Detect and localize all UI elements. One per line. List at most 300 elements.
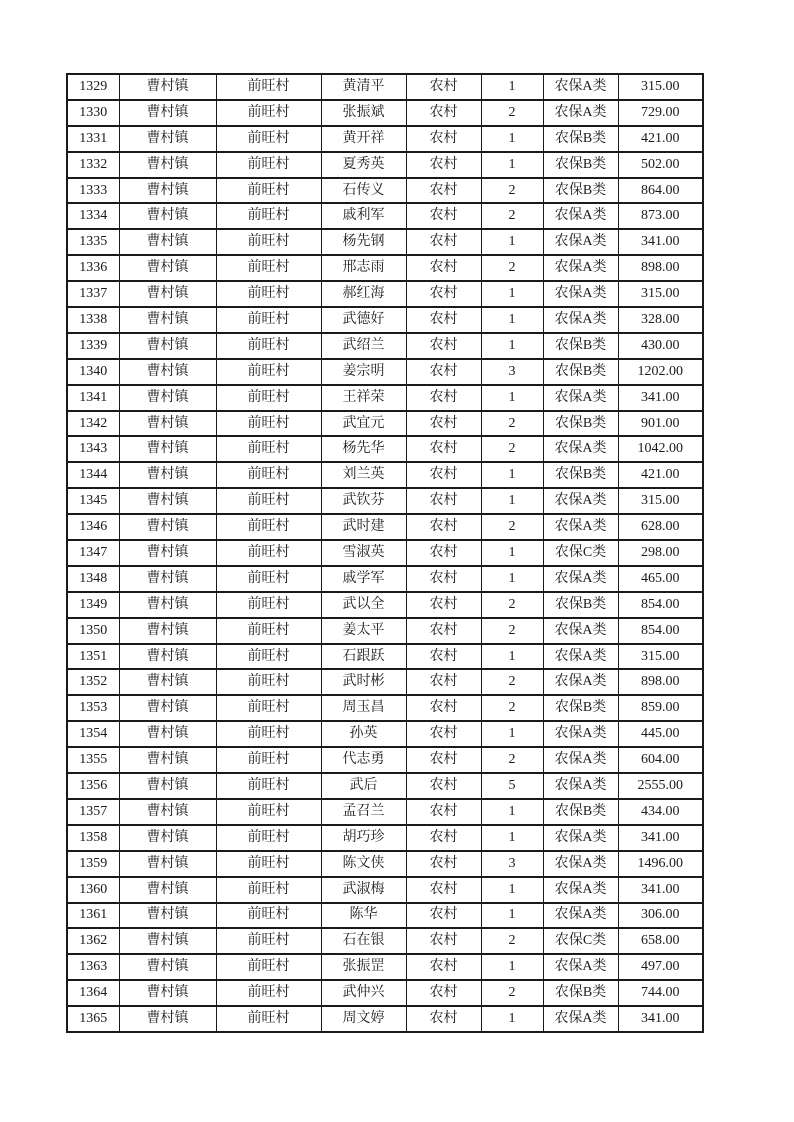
table-row (67, 721, 703, 747)
table-cell: 农村 (406, 903, 481, 929)
table-row (67, 152, 703, 178)
table-cell: 农村 (406, 618, 481, 644)
table-cell: 1334 (67, 203, 119, 229)
table-cell: 前旺村 (216, 1006, 321, 1032)
table-cell: 农村 (406, 229, 481, 255)
table-cell: 2 (481, 669, 543, 695)
table-cell: 曹村镇 (119, 203, 216, 229)
table-cell: 石传义 (321, 178, 406, 204)
table-cell: 2 (481, 178, 543, 204)
table-row (67, 851, 703, 877)
table-cell: 武淑梅 (321, 877, 406, 903)
table-cell: 前旺村 (216, 618, 321, 644)
table-cell: 1 (481, 152, 543, 178)
table-cell: 1358 (67, 825, 119, 851)
table-cell: 农保C类 (543, 928, 618, 954)
table-row (67, 954, 703, 980)
table-cell: 农保C类 (543, 540, 618, 566)
table-cell: 杨先钢 (321, 229, 406, 255)
table-cell: 前旺村 (216, 203, 321, 229)
table-cell: 农村 (406, 333, 481, 359)
table-cell: 1350 (67, 618, 119, 644)
table-cell: 1 (481, 281, 543, 307)
table-cell: 农村 (406, 436, 481, 462)
table-cell: 武后 (321, 773, 406, 799)
table-cell: 曹村镇 (119, 152, 216, 178)
table-cell: 曹村镇 (119, 100, 216, 126)
table-cell: 农村 (406, 721, 481, 747)
table-cell: 1 (481, 954, 543, 980)
table-cell: 前旺村 (216, 74, 321, 100)
table-cell: 1346 (67, 514, 119, 540)
table-cell: 农保A类 (543, 281, 618, 307)
table-cell: 2 (481, 203, 543, 229)
table-cell: 农保A类 (543, 721, 618, 747)
table-cell: 1360 (67, 877, 119, 903)
table-row (67, 747, 703, 773)
table-cell: 前旺村 (216, 644, 321, 670)
table-cell: 农保B类 (543, 462, 618, 488)
table-cell: 农保B类 (543, 359, 618, 385)
table-cell: 1339 (67, 333, 119, 359)
table-row (67, 411, 703, 437)
table-cell: 1 (481, 540, 543, 566)
table-cell: 658.00 (618, 928, 703, 954)
table-cell: 农村 (406, 488, 481, 514)
table-cell: 农保A类 (543, 747, 618, 773)
table-cell: 前旺村 (216, 126, 321, 152)
table-cell: 胡巧珍 (321, 825, 406, 851)
table-cell: 2 (481, 514, 543, 540)
table-row (67, 100, 703, 126)
table-cell: 465.00 (618, 566, 703, 592)
table-cell: 农保A类 (543, 488, 618, 514)
table-cell: 1329 (67, 74, 119, 100)
table-cell: 郝红海 (321, 281, 406, 307)
table-row (67, 644, 703, 670)
table-row (67, 178, 703, 204)
table-cell: 农村 (406, 281, 481, 307)
table-cell: 农村 (406, 255, 481, 281)
table-cell: 姜宗明 (321, 359, 406, 385)
table-cell: 农保A类 (543, 307, 618, 333)
table-cell: 前旺村 (216, 954, 321, 980)
table-cell: 曹村镇 (119, 74, 216, 100)
table-cell: 前旺村 (216, 100, 321, 126)
table-cell: 农村 (406, 954, 481, 980)
table-cell: 曹村镇 (119, 747, 216, 773)
table-row (67, 281, 703, 307)
table-cell: 2 (481, 255, 543, 281)
table-cell: 农保A类 (543, 669, 618, 695)
table-cell: 430.00 (618, 333, 703, 359)
table-cell: 1344 (67, 462, 119, 488)
table-cell: 898.00 (618, 669, 703, 695)
table-cell: 898.00 (618, 255, 703, 281)
table-cell: 农保A类 (543, 773, 618, 799)
table-cell: 农保A类 (543, 229, 618, 255)
table-cell: 农村 (406, 411, 481, 437)
table-cell: 前旺村 (216, 152, 321, 178)
table-cell: 黄清平 (321, 74, 406, 100)
table-cell: 1330 (67, 100, 119, 126)
table-cell: 曹村镇 (119, 281, 216, 307)
table-cell: 张振罡 (321, 954, 406, 980)
table-cell: 陈华 (321, 903, 406, 929)
table-cell: 曹村镇 (119, 229, 216, 255)
table-cell: 前旺村 (216, 462, 321, 488)
table-cell: 前旺村 (216, 307, 321, 333)
table-row (67, 799, 703, 825)
table-cell: 曹村镇 (119, 566, 216, 592)
table-cell: 前旺村 (216, 980, 321, 1006)
table-cell: 曹村镇 (119, 359, 216, 385)
table-cell: 曹村镇 (119, 255, 216, 281)
table-cell: 农保A类 (543, 255, 618, 281)
table-cell: 1333 (67, 178, 119, 204)
table-cell: 曹村镇 (119, 695, 216, 721)
table-cell: 1 (481, 644, 543, 670)
table-cell: 1 (481, 877, 543, 903)
table-cell: 1343 (67, 436, 119, 462)
table-cell: 421.00 (618, 462, 703, 488)
table-cell: 农保A类 (543, 618, 618, 644)
table-cell: 前旺村 (216, 799, 321, 825)
table-cell: 张振斌 (321, 100, 406, 126)
table-cell: 315.00 (618, 644, 703, 670)
table-cell: 邢志雨 (321, 255, 406, 281)
table-cell: 1340 (67, 359, 119, 385)
table-cell: 1 (481, 229, 543, 255)
table-cell: 陈文侠 (321, 851, 406, 877)
table-cell: 前旺村 (216, 695, 321, 721)
table-row (67, 488, 703, 514)
table-cell: 曹村镇 (119, 773, 216, 799)
table-row (67, 773, 703, 799)
table-cell: 武时彬 (321, 669, 406, 695)
table-cell: 戚学军 (321, 566, 406, 592)
table-cell: 前旺村 (216, 281, 321, 307)
table-row (67, 462, 703, 488)
table-cell: 代志勇 (321, 747, 406, 773)
table-cell: 曹村镇 (119, 462, 216, 488)
table-row (67, 903, 703, 929)
table-cell: 1345 (67, 488, 119, 514)
table-cell: 1359 (67, 851, 119, 877)
table-cell: 前旺村 (216, 903, 321, 929)
table-cell: 农村 (406, 359, 481, 385)
table-cell: 农保A类 (543, 877, 618, 903)
table-cell: 前旺村 (216, 488, 321, 514)
table-cell: 2 (481, 695, 543, 721)
table-cell: 1 (481, 1006, 543, 1032)
table-row (67, 359, 703, 385)
table-cell: 农村 (406, 126, 481, 152)
table-cell: 1351 (67, 644, 119, 670)
table-cell: 曹村镇 (119, 903, 216, 929)
table-cell: 前旺村 (216, 851, 321, 877)
table-cell: 农保B类 (543, 592, 618, 618)
table-cell: 武德好 (321, 307, 406, 333)
table-cell: 1338 (67, 307, 119, 333)
table-cell: 前旺村 (216, 178, 321, 204)
table-cell: 农村 (406, 825, 481, 851)
table-cell: 1 (481, 74, 543, 100)
table-cell: 434.00 (618, 799, 703, 825)
table-cell: 341.00 (618, 825, 703, 851)
table-cell: 2 (481, 592, 543, 618)
table-cell: 1347 (67, 540, 119, 566)
table-cell: 前旺村 (216, 721, 321, 747)
table-cell: 1 (481, 333, 543, 359)
table-cell: 石跟跃 (321, 644, 406, 670)
table-cell: 1336 (67, 255, 119, 281)
table-cell: 前旺村 (216, 669, 321, 695)
table-cell: 1356 (67, 773, 119, 799)
table-cell: 前旺村 (216, 255, 321, 281)
table-cell: 曹村镇 (119, 592, 216, 618)
table-cell: 2 (481, 411, 543, 437)
table-cell: 曹村镇 (119, 928, 216, 954)
table-cell: 农村 (406, 747, 481, 773)
table-cell: 农保A类 (543, 644, 618, 670)
table-cell: 前旺村 (216, 540, 321, 566)
table-row (67, 436, 703, 462)
table-cell: 曹村镇 (119, 954, 216, 980)
table-cell: 周玉昌 (321, 695, 406, 721)
table-cell: 前旺村 (216, 773, 321, 799)
table-cell: 1355 (67, 747, 119, 773)
table-cell: 农保B类 (543, 695, 618, 721)
table-cell: 雪淑英 (321, 540, 406, 566)
table-cell: 2 (481, 618, 543, 644)
table-cell: 1335 (67, 229, 119, 255)
table-cell: 前旺村 (216, 359, 321, 385)
table-cell: 武以全 (321, 592, 406, 618)
table-cell: 2 (481, 928, 543, 954)
table-cell: 前旺村 (216, 592, 321, 618)
table-cell: 农村 (406, 877, 481, 903)
table-cell: 1 (481, 385, 543, 411)
table-cell: 农村 (406, 307, 481, 333)
table-cell: 1352 (67, 669, 119, 695)
table-cell: 2 (481, 980, 543, 1006)
table-cell: 农保B类 (543, 126, 618, 152)
table-cell: 1341 (67, 385, 119, 411)
table-cell: 前旺村 (216, 411, 321, 437)
table-cell: 曹村镇 (119, 799, 216, 825)
table-row (67, 514, 703, 540)
table-cell: 341.00 (618, 877, 703, 903)
table-cell: 农保A类 (543, 851, 618, 877)
table-cell: 2 (481, 747, 543, 773)
table-cell: 502.00 (618, 152, 703, 178)
table-cell: 1364 (67, 980, 119, 1006)
table-cell: 859.00 (618, 695, 703, 721)
table-row (67, 566, 703, 592)
table-cell: 农保A类 (543, 514, 618, 540)
table-cell: 306.00 (618, 903, 703, 929)
table-cell: 1348 (67, 566, 119, 592)
table-cell: 前旺村 (216, 825, 321, 851)
table-cell: 农村 (406, 928, 481, 954)
table-cell: 农村 (406, 100, 481, 126)
table-cell: 姜太平 (321, 618, 406, 644)
table-cell: 曹村镇 (119, 721, 216, 747)
table-cell: 3 (481, 851, 543, 877)
table-cell: 1 (481, 126, 543, 152)
table-cell: 农保B类 (543, 411, 618, 437)
table-cell: 农村 (406, 592, 481, 618)
table-cell: 2 (481, 436, 543, 462)
table-cell: 曹村镇 (119, 540, 216, 566)
table-cell: 农村 (406, 669, 481, 695)
table-cell: 328.00 (618, 307, 703, 333)
table-cell: 1361 (67, 903, 119, 929)
table-cell: 杨先华 (321, 436, 406, 462)
table-cell: 农村 (406, 644, 481, 670)
table-cell: 武时建 (321, 514, 406, 540)
table-cell: 曹村镇 (119, 436, 216, 462)
table-cell: 农保A类 (543, 100, 618, 126)
table-cell: 农村 (406, 695, 481, 721)
table-cell: 农保A类 (543, 385, 618, 411)
table-row (67, 540, 703, 566)
table-cell: 农保A类 (543, 74, 618, 100)
table-cell: 曹村镇 (119, 307, 216, 333)
table-cell: 曹村镇 (119, 851, 216, 877)
table-cell: 前旺村 (216, 877, 321, 903)
table-cell: 前旺村 (216, 928, 321, 954)
table-row (67, 669, 703, 695)
table-cell: 1 (481, 903, 543, 929)
table-cell: 341.00 (618, 385, 703, 411)
table-cell: 曹村镇 (119, 411, 216, 437)
table-cell: 农保A类 (543, 566, 618, 592)
table-cell: 曹村镇 (119, 385, 216, 411)
table-row (67, 307, 703, 333)
table-cell: 刘兰英 (321, 462, 406, 488)
table-cell: 曹村镇 (119, 669, 216, 695)
table-cell: 1 (481, 721, 543, 747)
table-cell: 前旺村 (216, 333, 321, 359)
table-cell: 孙英 (321, 721, 406, 747)
table-cell: 曹村镇 (119, 825, 216, 851)
table-row (67, 255, 703, 281)
table-cell: 农保A类 (543, 1006, 618, 1032)
table-cell: 2 (481, 100, 543, 126)
table-cell: 农村 (406, 566, 481, 592)
table-cell: 1365 (67, 1006, 119, 1032)
table-cell: 854.00 (618, 592, 703, 618)
table-cell: 农村 (406, 980, 481, 1006)
table-row (67, 385, 703, 411)
table-cell: 3 (481, 359, 543, 385)
table-cell: 石在银 (321, 928, 406, 954)
table-row (67, 74, 703, 100)
table-cell: 1202.00 (618, 359, 703, 385)
table-cell: 武宜元 (321, 411, 406, 437)
table-cell: 农村 (406, 178, 481, 204)
table-cell: 1357 (67, 799, 119, 825)
table-cell: 1363 (67, 954, 119, 980)
table-cell: 农村 (406, 851, 481, 877)
table-cell: 315.00 (618, 281, 703, 307)
table-cell: 曹村镇 (119, 1006, 216, 1032)
table-cell: 873.00 (618, 203, 703, 229)
table-cell: 农村 (406, 1006, 481, 1032)
table-cell: 农村 (406, 799, 481, 825)
table-cell: 曹村镇 (119, 514, 216, 540)
table-cell: 744.00 (618, 980, 703, 1006)
table-row (67, 229, 703, 255)
table-cell: 农村 (406, 462, 481, 488)
table-cell: 1496.00 (618, 851, 703, 877)
table-cell: 2555.00 (618, 773, 703, 799)
table-cell: 1 (481, 462, 543, 488)
table-cell: 农保B类 (543, 333, 618, 359)
table-row (67, 825, 703, 851)
table-cell: 1 (481, 566, 543, 592)
table-cell: 戚利军 (321, 203, 406, 229)
table-cell: 298.00 (618, 540, 703, 566)
table-body (67, 74, 703, 1032)
table-cell: 1349 (67, 592, 119, 618)
table-cell: 901.00 (618, 411, 703, 437)
table-cell: 武仲兴 (321, 980, 406, 1006)
table-cell: 夏秀英 (321, 152, 406, 178)
table-cell: 421.00 (618, 126, 703, 152)
table-cell: 曹村镇 (119, 877, 216, 903)
table-cell: 农村 (406, 773, 481, 799)
table-cell: 农保A类 (543, 203, 618, 229)
table-cell: 农保A类 (543, 954, 618, 980)
table-cell: 1332 (67, 152, 119, 178)
table-cell: 628.00 (618, 514, 703, 540)
pension-roster-table (66, 73, 704, 1033)
table-cell: 黄开祥 (321, 126, 406, 152)
table-cell: 854.00 (618, 618, 703, 644)
table-cell: 341.00 (618, 229, 703, 255)
table-cell: 1331 (67, 126, 119, 152)
table-cell: 1353 (67, 695, 119, 721)
table-row (67, 695, 703, 721)
table-cell: 5 (481, 773, 543, 799)
table-cell: 341.00 (618, 1006, 703, 1032)
table-cell: 864.00 (618, 178, 703, 204)
table-cell: 前旺村 (216, 747, 321, 773)
table-cell: 武绍兰 (321, 333, 406, 359)
table-cell: 1337 (67, 281, 119, 307)
table-cell: 农保B类 (543, 980, 618, 1006)
table-cell: 315.00 (618, 74, 703, 100)
table-row (67, 333, 703, 359)
table-row (67, 928, 703, 954)
table-cell: 农保B类 (543, 799, 618, 825)
table-cell: 农保B类 (543, 178, 618, 204)
table-cell: 农保A类 (543, 903, 618, 929)
table-cell: 497.00 (618, 954, 703, 980)
table-cell: 前旺村 (216, 566, 321, 592)
table-cell: 农村 (406, 385, 481, 411)
table-cell: 前旺村 (216, 229, 321, 255)
table-cell: 农保A类 (543, 825, 618, 851)
table-row (67, 203, 703, 229)
table-cell: 1 (481, 825, 543, 851)
table-cell: 曹村镇 (119, 488, 216, 514)
table-row (67, 980, 703, 1006)
table-row (67, 592, 703, 618)
